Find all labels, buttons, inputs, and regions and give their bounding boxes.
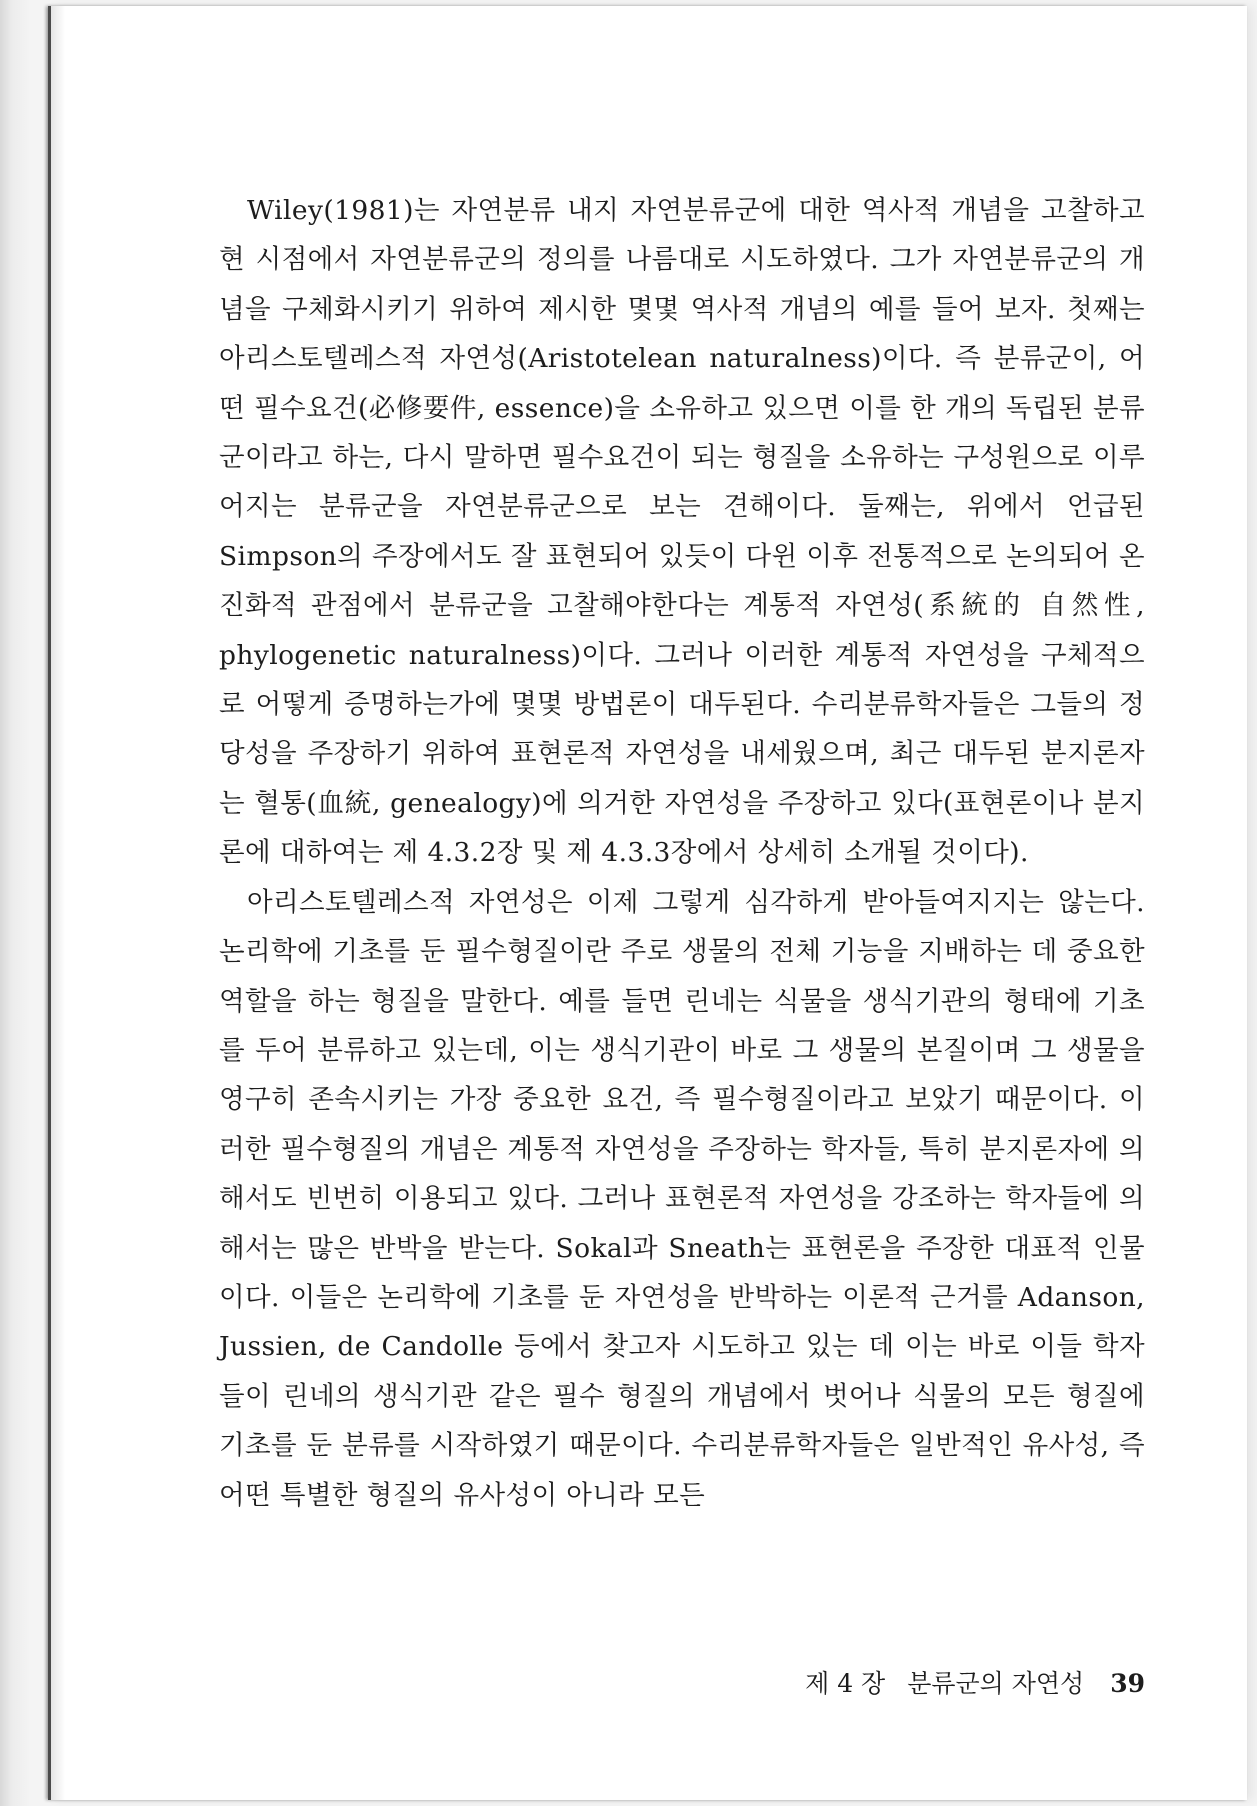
paragraph-2: 아리스토텔레스적 자연성은 이제 그렇게 심각하게 받아들여지지는 않는다. 논리학에 기초를 둔 필수형질이란 주로 생물의 전체 기능을 지배하는 데 중요한 역할을 하는 형질을 말한다. 예를 들면 린네는 식물을 생식기관의 형태에 기초를 두어 분류하고 있는데, 이는 생식기관이 바로 그 생물의 본질이며 그 생물을 영구히 존속시키는 가장 중요한 요건, 즉 필수형질이라고 보았기 때문이다. 이러한 필수형질의 개념은 계통적 자연성을 주장하는 학자들, 특히 분지론자에 의해서도 빈번히 이용되고 있다. 그러나 표현론적 자연성을 강조하는 학자들에 의해서는 많은 반박을 받는다. Sokal과 Sneath는 표현론을 주장한 대표적 인물이다. 이들은 논리학에 기초를 둔 자연성을 반박하는 이론적 근거를 Adanson, Jussien, de Candolle 등에서 찾고자 시도하고 있는 데 이는 바로 이들 학자들이 린네의 생식기관 같은 필수 형질의 개념에서 벗어나 식물의 모든 형질에 기초를 둔 분류를 시작하였기 때문이다. 수리분류학자들은 일반적인 유사성, 즉 어떤 특별한 형질의 유사성이 아니라 모든 [219, 886, 1145, 1511]
paragraph-1: Wiley(1981)는 자연분류 내지 자연분류군에 대한 역사적 개념을 고찰하고 현 시점에서 자연분류군의 정의를 나름대로 시도하였다. 그가 자연분류군의 개념을 구체화시키기 위하여 제시한 몇몇 역사적 개념의 예를 들어 보자. 첫째는 아리스토텔레스적 자연성(Aristotelean naturalness)이다. 즉 분류군이, 어떤 필수요건(必修要件, essence)을 소유하고 있으면 이를 한 개의 독립된 분류군이라고 하는, 다시 말하면 필수요건이 되는 형질을 소유하는 구성원으로 이루어지는 분류군을 자연분류군으로 보는 견해이다. 둘째는, 위에서 언급된 Simpson의 주장에서도 잘 표현되어 있듯이 다윈 이후 전통적으로 논의되어 온 진화적 관점에서 분류군을 고찰해야한다는 계통적 자연성(系統的 自然性, phylogenetic naturalness)이다. 그러나 이러한 계통적 자연성을 구체적으로 어떻게 증명하는가에 몇몇 방법론이 대두된다. 수리분류학자들은 그들의 정당성을 주장하기 위하여 표현론적 자연성을 내세웠으며, 최근 대두된 분지론자는 혈통(血統, genealogy)에 의거한 자연성을 주장하고 있다(표현론이나 분지론에 대하여는 제 4.3.2장 및 제 4.3.3장에서 상세히 소개될 것이다). [219, 195, 1145, 869]
body-text [219, 186, 1145, 1520]
footer-chapter: 제 4 장 [805, 1669, 886, 1698]
page-number: 39 [1110, 1669, 1145, 1698]
footer-chapter-title: 분류군의 자연성 [907, 1669, 1085, 1698]
book-page [48, 6, 1247, 1800]
running-footer [701, 1664, 1145, 1700]
